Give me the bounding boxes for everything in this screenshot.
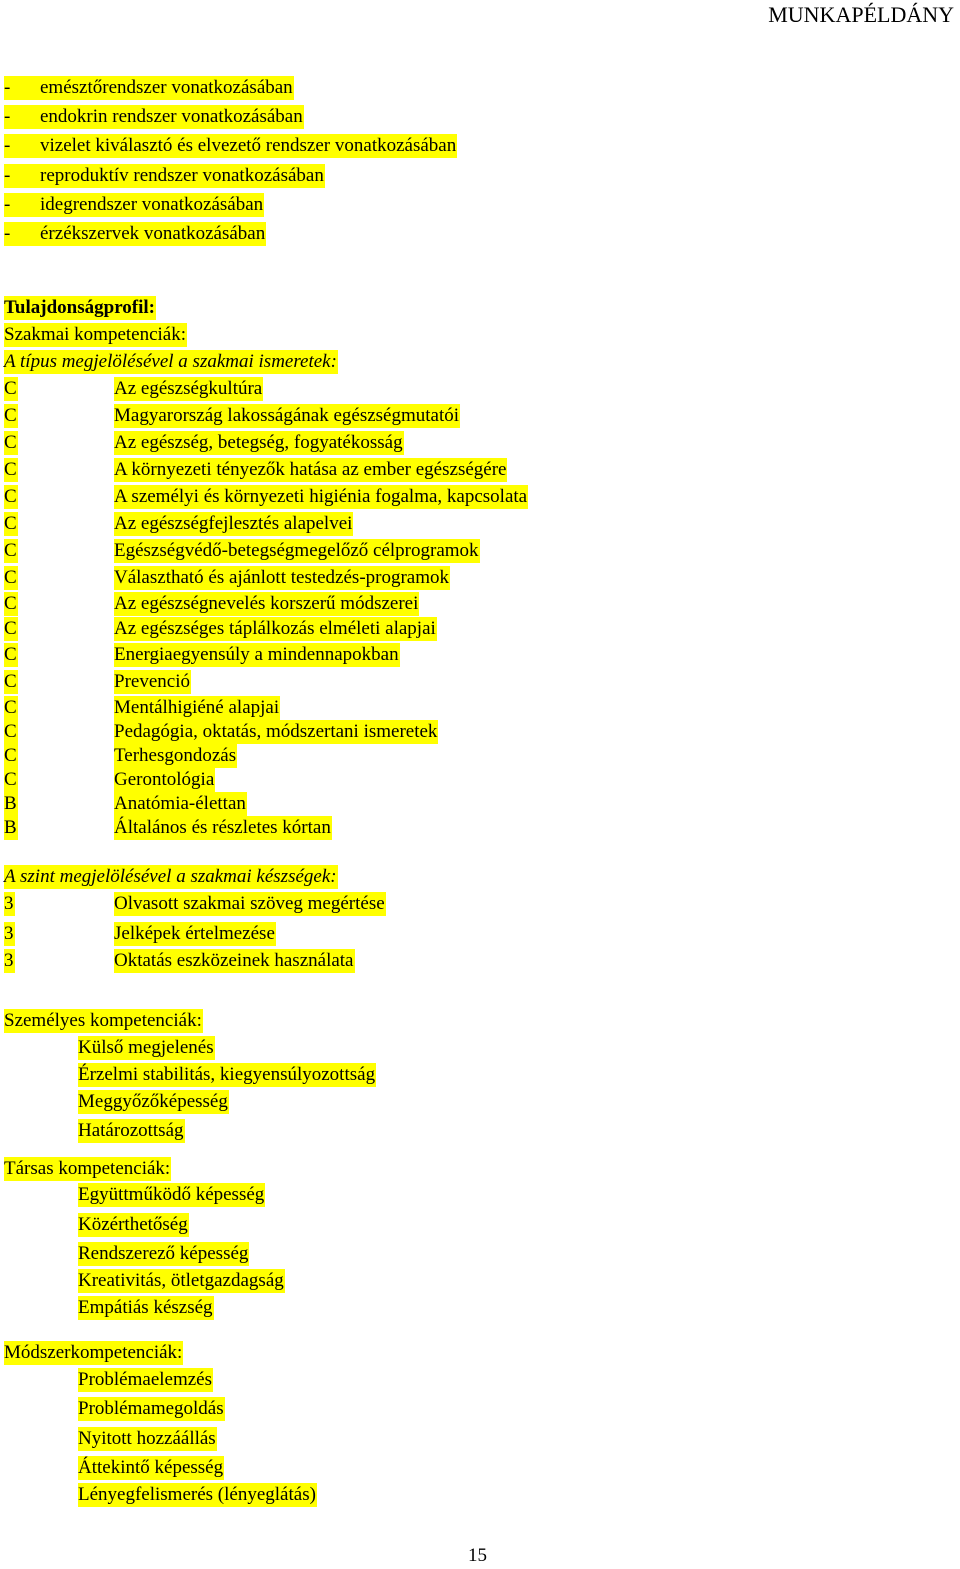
list-item: Érzelmi stabilitás, kiegyensúlyozottság (78, 1064, 376, 1085)
professional-heading: Szakmai kompetenciák: (4, 324, 187, 345)
knowledge-heading: A típus megjelölésével a szakmai ismeretek: (4, 351, 337, 372)
list-item: Közérthetőség (78, 1214, 188, 1235)
page-number: 15 (468, 1545, 487, 1566)
type-code: C (4, 378, 17, 399)
list-item-text: érzékszervek vonatkozásában (40, 223, 266, 244)
method-heading: Módszerkompetenciák: (4, 1342, 183, 1363)
knowledge-text: Az egészséges táplálkozás elméleti alapjai (114, 618, 436, 639)
list-item: Meggyőzőképesség (78, 1091, 228, 1112)
level-code: 3 (4, 923, 14, 944)
dash-bullet: - (4, 193, 43, 217)
skill-text: Olvasott szakmai szöveg megértése (114, 893, 385, 914)
working-copy-stamp: MUNKAPÉLDÁNY (768, 2, 954, 27)
knowledge-text: Mentálhigiéné alapjai (114, 697, 280, 718)
type-code: B (4, 817, 17, 838)
type-code: C (4, 513, 17, 534)
knowledge-text: A személyi és környezeti higiénia fogalma, kapcsolata (114, 486, 528, 507)
skill-text: Oktatás eszközeinek használata (114, 950, 354, 971)
level-code: 3 (4, 893, 14, 914)
list-item: Külső megjelenés (78, 1037, 214, 1058)
list-item-text: idegrendszer vonatkozásában (40, 194, 264, 215)
list-item: Lényegfelismerés (lényeglátás) (78, 1484, 316, 1505)
dash-bullet: - (4, 222, 43, 246)
list-item: Együttműködő képesség (78, 1184, 265, 1205)
skills-heading: A szint megjelölésével a szakmai készségek: (4, 866, 337, 887)
list-item: Kreativitás, ötletgazdagság (78, 1270, 284, 1291)
type-code: C (4, 745, 17, 766)
type-code: C (4, 540, 17, 561)
knowledge-text: Anatómia-élettan (114, 793, 246, 814)
type-code: C (4, 405, 17, 426)
dash-bullet: - (4, 134, 43, 158)
list-item: Nyitott hozzáállás (78, 1428, 216, 1449)
type-code: C (4, 486, 17, 507)
list-item-text: endokrin rendszer vonatkozásában (40, 106, 303, 127)
list-item: Rendszerező képesség (78, 1243, 249, 1264)
level-code: 3 (4, 950, 14, 971)
knowledge-text: Energiaegyensúly a mindennapokban (114, 644, 399, 665)
type-code: C (4, 721, 17, 742)
knowledge-text: Terhesgondozás (114, 745, 237, 766)
type-code: C (4, 671, 17, 692)
type-code: C (4, 567, 17, 588)
social-heading: Társas kompetenciák: (4, 1158, 171, 1179)
list-item: Empátiás készség (78, 1297, 213, 1318)
list-item: Problémamegoldás (78, 1398, 224, 1419)
knowledge-text: Általános és részletes kórtan (114, 817, 331, 838)
dash-bullet: - (4, 164, 43, 188)
profile-title: Tulajdonságprofil: (4, 297, 155, 318)
knowledge-text: A környezeti tényezők hatása az ember egészségére (114, 459, 507, 480)
knowledge-text: Az egészségnevelés korszerű módszerei (114, 593, 419, 614)
type-code: C (4, 593, 17, 614)
knowledge-text: Az egészségfejlesztés alapelvei (114, 513, 353, 534)
personal-heading: Személyes kompetenciák: (4, 1010, 202, 1031)
dash-bullet: - (4, 76, 43, 100)
knowledge-text: Választható és ajánlott testedzés-programok (114, 567, 450, 588)
skill-text: Jelképek értelmezése (114, 923, 275, 944)
dash-bullet: - (4, 105, 43, 129)
knowledge-text: Gerontológia (114, 769, 215, 790)
type-code: C (4, 432, 17, 453)
type-code: C (4, 459, 17, 480)
type-code: C (4, 618, 17, 639)
list-item-text: emésztőrendszer vonatkozásában (40, 77, 293, 98)
list-item-text: vizelet kiválasztó és elvezető rendszer vonatkozásában (40, 135, 457, 156)
knowledge-text: Egészségvédő-betegségmegelőző célprogramok (114, 540, 479, 561)
list-item: Problémaelemzés (78, 1369, 213, 1390)
knowledge-text: Magyarország lakosságának egészségmutatói (114, 405, 460, 426)
type-code: C (4, 769, 17, 790)
list-item: Áttekintő képesség (78, 1457, 224, 1478)
type-code: C (4, 697, 17, 718)
type-code: B (4, 793, 17, 814)
knowledge-text: Pedagógia, oktatás, módszertani ismeretek (114, 721, 438, 742)
knowledge-text: Az egészségkultúra (114, 378, 263, 399)
type-code: C (4, 644, 17, 665)
list-item: Határozottság (78, 1120, 184, 1141)
knowledge-text: Az egészség, betegség, fogyatékosság (114, 432, 403, 453)
knowledge-text: Prevenció (114, 671, 190, 692)
list-item-text: reproduktív rendszer vonatkozásában (40, 165, 324, 186)
